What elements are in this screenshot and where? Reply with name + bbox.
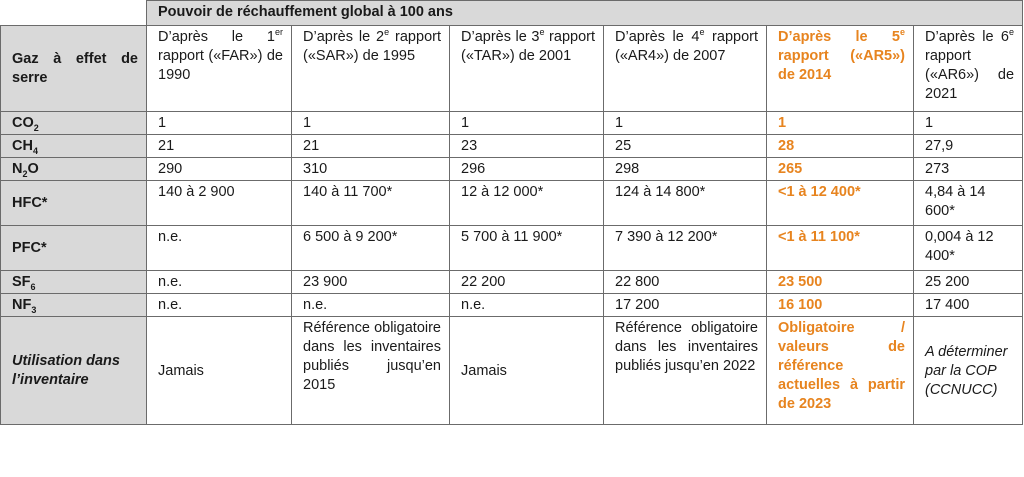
report-header-sar: D’après le 2e rapport («SAR») de 1995: [292, 26, 450, 112]
value-cell: 310: [292, 158, 450, 181]
value-cell: 0,004 à 12 400*: [914, 226, 1023, 271]
report-header-ar4: D’après le 4e rapport («AR4») de 2007: [604, 26, 767, 112]
value-cell: 21: [292, 135, 450, 158]
corner-cell: [1, 1, 147, 26]
value-cell: 296: [450, 158, 604, 181]
usage-label-cell: Utilisation dans l’inventaire: [1, 317, 147, 425]
gas-cell: $N_2O$: [1, 158, 147, 181]
value-cell: 25: [604, 135, 767, 158]
value-cell: 4,84 à 14 600*: [914, 181, 1023, 226]
value-cell: Référence obligatoire dans les inventaires publiés jusqu’en 2022: [604, 317, 767, 425]
value-cell: 298: [604, 158, 767, 181]
value-cell: 5 700 à 11 900*: [450, 226, 604, 271]
gas-cell: $SF_6$: [1, 271, 147, 294]
value-cell: 22 200: [450, 271, 604, 294]
value-cell: 23 900: [292, 271, 450, 294]
value-cell: 12 à 12 000*: [450, 181, 604, 226]
table-row-co2: [1, 112, 1023, 135]
value-cell: A déterminer par la COP (CCNUCC): [914, 317, 1023, 425]
value-cell: 140 à 11 700*: [292, 181, 450, 226]
report-header-tar: D’après le 3e rapport («TAR») de 2001: [450, 26, 604, 112]
gas-column-header: Gaz à effet de serre: [1, 26, 147, 112]
value-cell: n.e.: [147, 294, 292, 317]
table-row-usage: [1, 317, 1023, 425]
value-cell-ar5: 1: [767, 112, 914, 135]
value-cell: 1: [292, 112, 450, 135]
value-cell: n.e.: [292, 294, 450, 317]
value-cell: 23: [450, 135, 604, 158]
gas-cell: HFC*: [1, 181, 147, 226]
table-row-hfc: [1, 181, 1023, 226]
table-row-ch4: [1, 135, 1023, 158]
value-cell: 17 400: [914, 294, 1023, 317]
value-cell: 1: [604, 112, 767, 135]
value-cell: Référence obligatoire dans les inventaires publiés jusqu’en 2015: [292, 317, 450, 425]
table-row-nf3: [1, 294, 1023, 317]
header-row: [1, 26, 1023, 112]
value-cell: 6 500 à 9 200*: [292, 226, 450, 271]
value-cell: Jamais: [147, 317, 292, 425]
table-row-n2o: [1, 158, 1023, 181]
value-cell-ar5: <1 à 11 100*: [767, 226, 914, 271]
table-row-pfc: [1, 226, 1023, 271]
value-cell: 124 à 14 800*: [604, 181, 767, 226]
value-cell-ar5: 265: [767, 158, 914, 181]
gas-cell: PFC*: [1, 226, 147, 271]
value-cell: n.e.: [147, 226, 292, 271]
value-cell: 21: [147, 135, 292, 158]
value-cell: n.e.: [147, 271, 292, 294]
value-cell: 290: [147, 158, 292, 181]
value-cell: 1: [450, 112, 604, 135]
value-cell: 25 200: [914, 271, 1023, 294]
gas-cell: $NF_3$: [1, 294, 147, 317]
title-row: [1, 1, 1023, 26]
value-cell: 140 à 2 900: [147, 181, 292, 226]
value-cell: 27,9: [914, 135, 1023, 158]
value-cell: 1: [914, 112, 1023, 135]
value-cell: 22 800: [604, 271, 767, 294]
value-cell-ar5: 23 500: [767, 271, 914, 294]
report-header-far: D’après le 1er rapport («FAR») de 1990: [147, 26, 292, 112]
report-header-ar5: D’après le 5e rapport («AR5») de 2014: [767, 26, 914, 112]
value-cell-ar5: 28: [767, 135, 914, 158]
value-cell: 17 200: [604, 294, 767, 317]
value-cell: 1: [147, 112, 292, 135]
value-cell: Jamais: [450, 317, 604, 425]
gas-cell: $CO_2$: [1, 112, 147, 135]
value-cell: 273: [914, 158, 1023, 181]
value-cell-ar5: Obligatoire / valeurs de référence actuelles à partir de 2023: [767, 317, 914, 425]
value-cell: 7 390 à 12 200*: [604, 226, 767, 271]
value-cell-ar5: 16 100: [767, 294, 914, 317]
gas-cell: $CH_4$: [1, 135, 147, 158]
table-title: Pouvoir de réchauffement global à 100 ans: [147, 1, 1023, 26]
report-header-ar6: D’après le 6e rapport («AR6») de 2021: [914, 26, 1023, 112]
value-cell: n.e.: [450, 294, 604, 317]
value-cell-ar5: <1 à 12 400*: [767, 181, 914, 226]
table-row-sf6: [1, 271, 1023, 294]
